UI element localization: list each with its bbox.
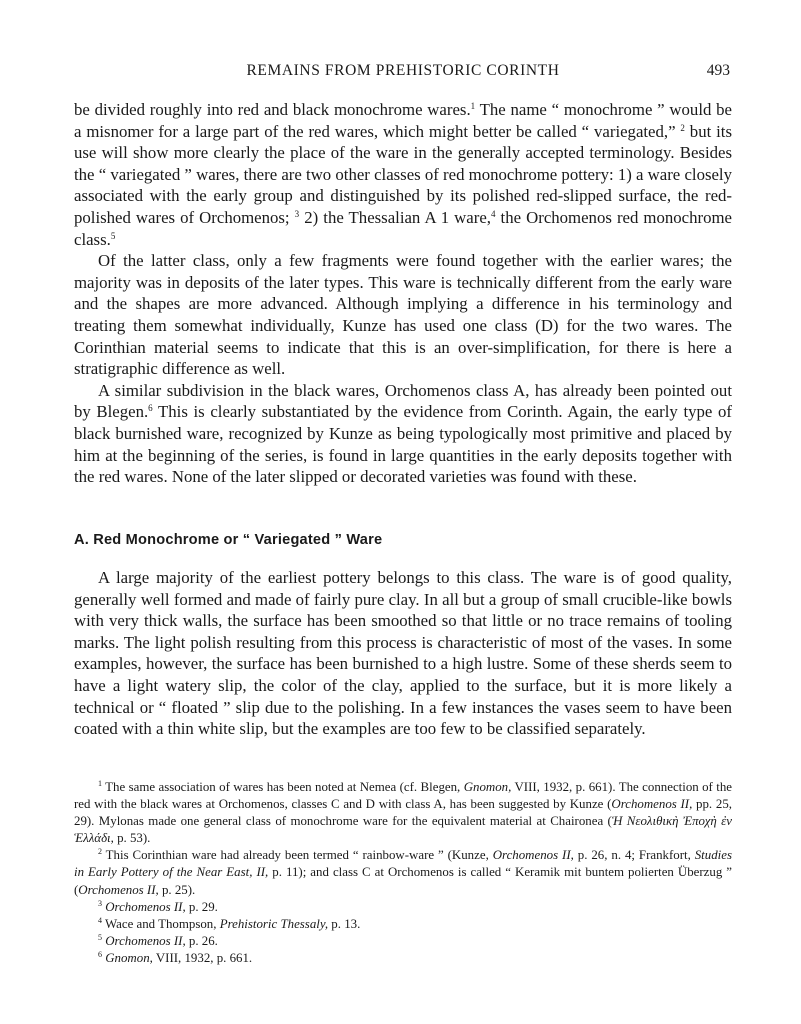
text-run: pp. 25, 29). Mylonas made one general class of monochrome ware for the equivalent material at Chaironea ( <box>74 797 732 829</box>
footnote-2 <box>74 847 732 898</box>
text-run: but its use will show more clearly the place of the ware in the generally accepted terminology. Besides the “ variegated ” wares, there are two other classes of red monochrome pottery: 1) a ware closely associated with the early group and distinguished by its polished red-slipped surface, the red-polished wares of Orchomenos; <box>74 121 732 227</box>
footnote-ref: 3 <box>294 208 300 219</box>
italic-citation: Orchomenos II, <box>105 899 186 914</box>
footnote-ref: 4 <box>490 208 496 219</box>
text-run: This is clearly substantiated by the evidence from Corinth. Again, the early type of black burnished ware, recognized by Kunze as being typologically most primitive and placed by him at the beginning of the series, is found in large quantities in the early deposits together with the red wares. None of the later slipped or decorated varieties was found with these. <box>74 402 732 487</box>
italic-citation: Ἡ Νεολιθικὴ Ἐποχὴ ἐν Ἑλλάδι, <box>74 814 732 846</box>
footnote-5 <box>74 933 732 950</box>
section-text <box>74 567 732 740</box>
text-run: The same association of wares has been noted at Nemea (cf. Blegen, <box>102 780 464 794</box>
running-title: REMAINS FROM PREHISTORIC CORINTH <box>246 62 560 79</box>
text-run: p. 29. <box>185 899 218 914</box>
footnote-ref: 2 <box>680 122 685 133</box>
text-run: Of the latter class, only a few fragments were found together with the earlier wares; the majority was in deposits of the later types. This ware is technically different from the early ware and the shapes are more advanced. Although implying a difference in his terminology and treating them somewhat individually, Kunze has used one class (D) for the two wares. The Corinthian material seems to indicate that this is an over-simplification, for there is here a stratigraphic difference as well. <box>74 251 732 379</box>
footnote-4 <box>74 916 732 933</box>
footnote-ref: 1 <box>98 779 102 788</box>
footnote-6 <box>74 950 732 967</box>
text-run: p. 11); and class C at Orchomenos is called “ Keramik mit buntem polierten Überzug ” ( <box>74 865 733 897</box>
footnote-1 <box>74 779 732 847</box>
text-run: This Corinthian ware had already been termed “ rainbow-ware ” (Kunze, <box>102 848 493 863</box>
text-run: VIII, 1932, p. 661). The connection of the red with the black wares at Orchomenos, classes C and D with class A, has been suggested by Kunze ( <box>74 780 732 812</box>
paragraph-2 <box>74 250 732 380</box>
page-number: 493 <box>706 62 730 79</box>
footnotes <box>74 779 732 967</box>
body-text <box>74 99 732 488</box>
text-run: 2) the Thessalian A 1 ware, <box>299 207 491 227</box>
paragraph-1 <box>74 99 732 250</box>
italic-citation: Gnomon, <box>105 950 153 965</box>
text-run: A similar subdivision in the black wares, Orchomenos class A, has already been pointed out by Blegen. <box>74 380 732 422</box>
footnote-ref: 3 <box>98 898 102 908</box>
italic-citation: Prehistoric Thessaly, <box>219 916 329 931</box>
paragraph-3 <box>74 380 732 488</box>
text-run: Wace and Thompson, <box>102 916 220 931</box>
italic-citation: Gnomon, <box>463 780 512 794</box>
text-run: VIII, 1932, p. 661. <box>152 950 253 965</box>
text-run: p. 26. <box>185 933 218 948</box>
text-run: p. 13. <box>328 916 361 931</box>
italic-citation: Orchomenos II, <box>78 882 159 897</box>
running-head <box>74 62 732 86</box>
section-heading: A. Red Monochrome or “ Variegated ” Ware <box>74 532 383 548</box>
footnote-ref: 5 <box>110 230 116 241</box>
text-run: p. 53). <box>113 831 151 846</box>
footnote-ref: 6 <box>148 403 153 414</box>
text-run: p. 26, n. 4; Frankfort, <box>573 848 695 863</box>
footnote-ref: 5 <box>98 932 102 942</box>
footnote-ref: 6 <box>98 949 102 959</box>
section-paragraph: A large majority of the earliest pottery belongs to this class. The ware is of good quality, generally well formed and made of fairly pure clay. In all but a group of small crucible-like bowls with very thick walls, the surface has been smoothed so that little or no trace remains of tooling marks. The light polish resulting from this process is characteristic of most of the vases. In some examples, however, the surface has been burnished to a high lustre. Some of these sherds seem to have a light watery slip, the color of the clay, applied to the surface, but it is more likely a technical or “ floated ” slip due to the polishing. In a few instances the vases seem to have been coated with a thin white slip, but the examples are too few to be classified separately. <box>74 568 732 739</box>
footnote-ref: 4 <box>98 915 102 925</box>
text-run: the Orchomenos red monochrome class. <box>74 207 732 249</box>
footnote-3 <box>74 899 732 916</box>
text-run: The name “ monochrome ” would be a misnomer for a large part of the red wares, which might better be called “ variegated,” <box>74 100 732 141</box>
italic-citation: Orchomenos II, <box>492 848 574 863</box>
footnote-ref: 2 <box>98 847 102 857</box>
italic-citation: Orchomenos II, <box>611 797 693 812</box>
text-run: p. 25). <box>158 882 196 897</box>
footnote-ref: 1 <box>470 101 476 111</box>
italic-citation: Orchomenos II, <box>105 933 186 948</box>
text-run: be divided roughly into red and black monochrome wares. <box>74 100 471 119</box>
italic-citation: Studies in Early Pottery of the Near East, II, <box>74 848 732 880</box>
